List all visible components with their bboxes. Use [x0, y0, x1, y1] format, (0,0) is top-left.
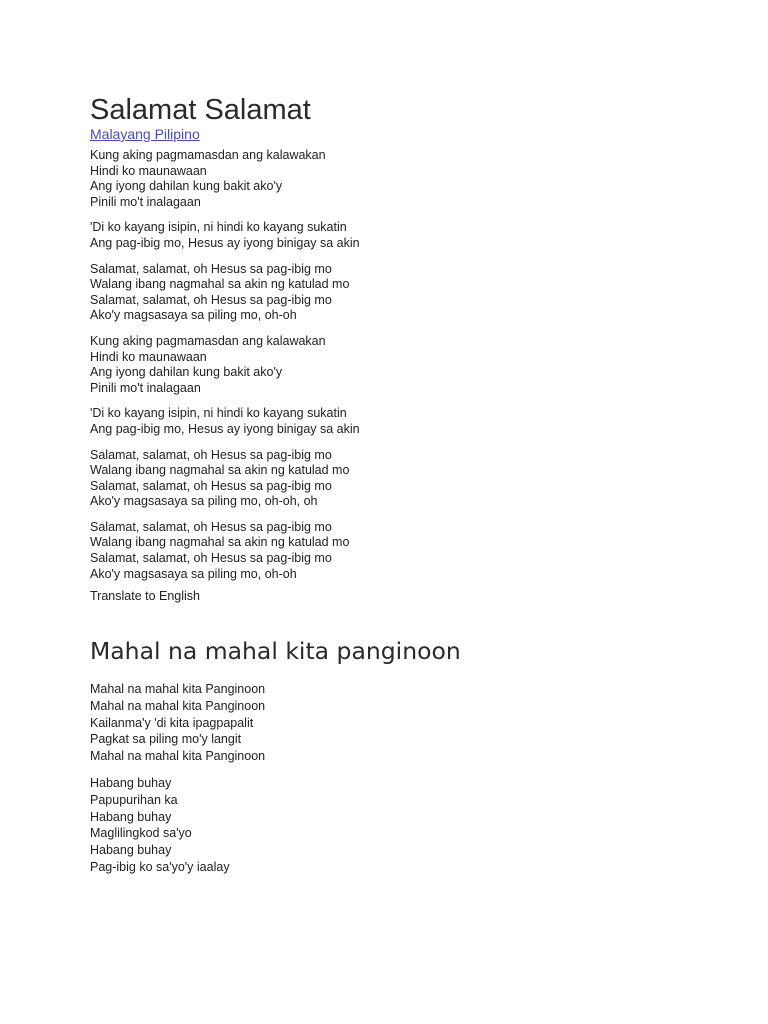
- lyric-line: Salamat, salamat, oh Hesus sa pag-ibig mo: [90, 261, 332, 276]
- lyric-line: Hindi ko maunawaan: [90, 163, 207, 178]
- lyrics-stanza: [90, 448, 360, 510]
- lyric-line: Ang iyong dahilan kung bakit ako'y: [90, 365, 283, 380]
- lyric-line: Mahal na mahal kita Panginoon: [90, 749, 266, 764]
- lyric-line: Hindi ko maunawaan: [90, 349, 207, 364]
- lyrics-stanza: [90, 148, 360, 210]
- lyric-line: Pinili mo't inalagaan: [90, 380, 201, 395]
- lyric-line: Ang pag-ibig mo, Hesus ay iyong binigay sa akin: [90, 235, 360, 250]
- lyric-line: Pag-ibig ko sa'yo'y iaalay: [90, 859, 230, 874]
- lyrics-stanza: [90, 262, 360, 324]
- song-lyrics: [90, 148, 360, 592]
- lyric-line: Ang pag-ibig mo, Hesus ay iyong binigay sa akin: [90, 421, 360, 436]
- lyric-line: Ang iyong dahilan kung bakit ako'y: [90, 179, 283, 194]
- lyric-line: Habang buhay: [90, 775, 172, 790]
- lyric-line: Habang buhay: [90, 809, 172, 824]
- lyric-line: Mahal na mahal kita Panginoon: [90, 698, 266, 713]
- lyric-line: Kung aking pagmamasdan ang kalawakan: [90, 333, 326, 348]
- lyric-line: Walang ibang nagmahal sa akin ng katulad mo: [90, 535, 350, 550]
- lyrics-stanza: [90, 681, 265, 765]
- lyric-line: Maglilingkod sa'yo: [90, 826, 192, 841]
- lyric-line: Salamat, salamat, oh Hesus sa pag-ibig mo: [90, 447, 332, 462]
- song-title: Salamat Salamat: [90, 94, 311, 126]
- lyrics-stanza: [90, 406, 360, 437]
- translate-link[interactable]: Translate to English: [90, 589, 201, 603]
- lyrics-stanza: [90, 334, 360, 396]
- lyric-line: Ako'y magsasaya sa piling mo, oh-oh: [90, 308, 297, 323]
- lyric-line: Papupurihan ka: [90, 792, 178, 807]
- lyric-line: Walang ibang nagmahal sa akin ng katulad mo: [90, 463, 350, 478]
- lyric-line: Salamat, salamat, oh Hesus sa pag-ibig mo: [90, 551, 332, 566]
- lyric-line: Ako'y magsasaya sa piling mo, oh-oh: [90, 566, 297, 581]
- lyric-line: Salamat, salamat, oh Hesus sa pag-ibig mo: [90, 478, 332, 493]
- lyric-line: Ako'y magsasaya sa piling mo, oh-oh, oh: [90, 494, 318, 509]
- lyric-line: Walang ibang nagmahal sa akin ng katulad mo: [90, 277, 350, 292]
- second-song-lyrics: [90, 681, 265, 886]
- lyric-line: Pagkat sa piling mo'y langit: [90, 732, 242, 747]
- lyric-line: 'Di ko kayang isipin, ni hindi ko kayang sukatin: [90, 406, 347, 421]
- lyric-line: 'Di ko kayang isipin, ni hindi ko kayang sukatin: [90, 220, 347, 235]
- lyrics-stanza: [90, 220, 360, 251]
- lyric-line: Salamat, salamat, oh Hesus sa pag-ibig mo: [90, 519, 332, 534]
- lyric-line: Habang buhay: [90, 843, 172, 858]
- artist-link[interactable]: Malayang Pilipino: [90, 126, 200, 142]
- lyric-line: Salamat, salamat, oh Hesus sa pag-ibig mo: [90, 292, 332, 307]
- lyrics-stanza: [90, 775, 265, 876]
- lyric-line: Mahal na mahal kita Panginoon: [90, 682, 266, 696]
- lyric-line: Kailanma'y 'di kita ipagpapalit: [90, 715, 254, 730]
- lyric-line: Pinili mo't inalagaan: [90, 194, 201, 209]
- lyric-line: Kung aking pagmamasdan ang kalawakan: [90, 148, 326, 162]
- lyrics-stanza: [90, 520, 360, 582]
- second-song-title: Mahal na mahal kita panginoon: [90, 637, 461, 665]
